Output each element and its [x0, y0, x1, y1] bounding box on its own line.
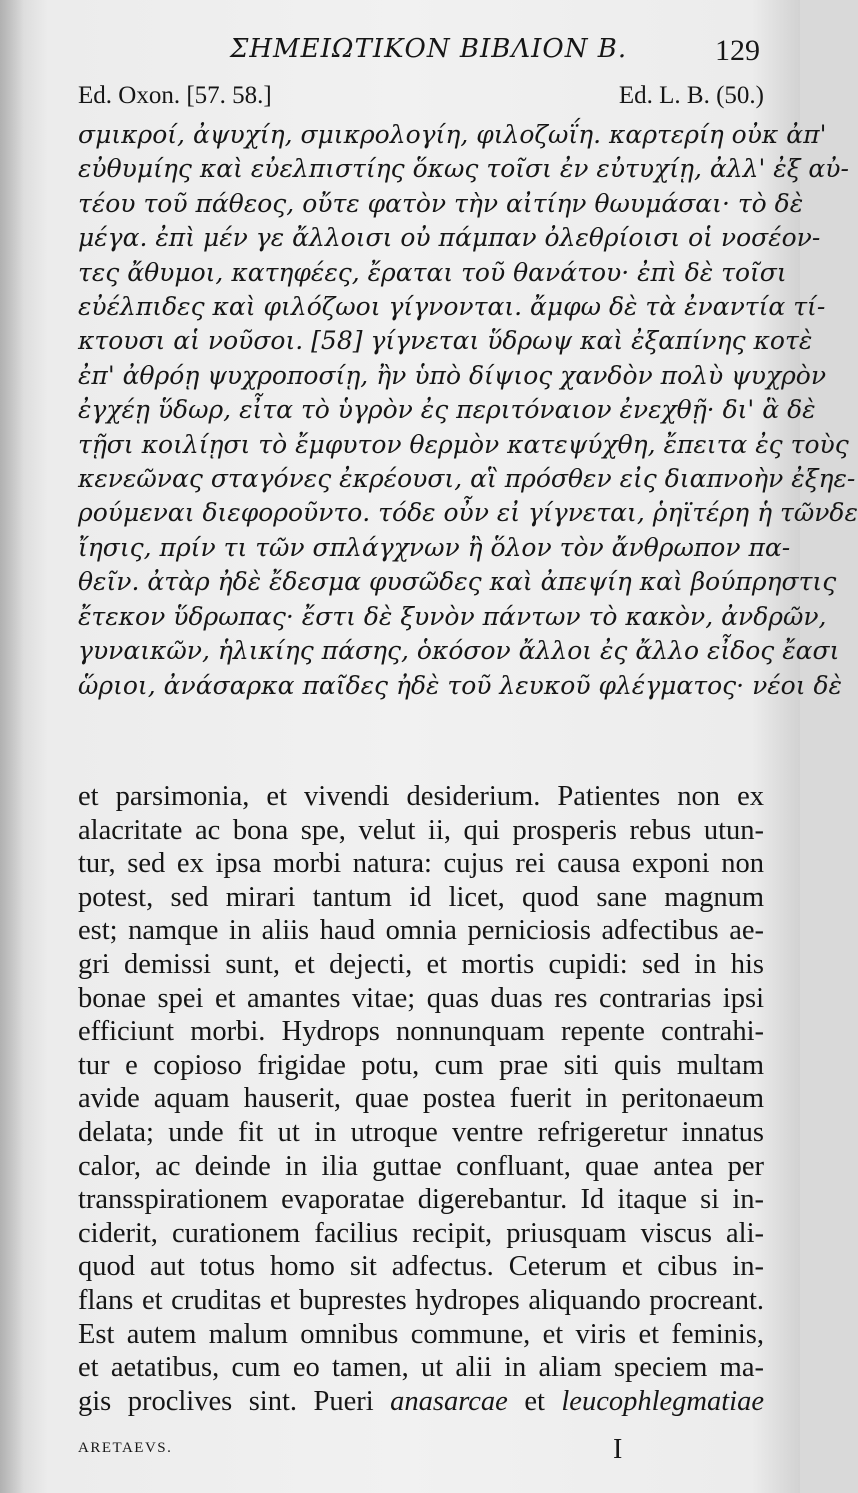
edition-references [78, 82, 764, 116]
greek-line: τέου τοῦ πάθεος, οὔτε φατὸν τὴν αἰτίην θωυμάσαι· τὸ δὲ [78, 188, 804, 218]
page-header [80, 30, 760, 76]
greek-line: κτουσι αἱ νοῦσοι. [58] γίγνεται ὕδρωψ καὶ ἐξαπίνης κοτὲ [78, 326, 813, 356]
latin-line: bonae spei et amantes vitae; quas duas res contrarias ipsi [78, 982, 764, 1014]
printer-signature: ARETAEVS. [78, 1440, 173, 1456]
greek-line: τῇσι κοιλίῃσι τὸ ἔμφυτον θερμὸν κατεψύχθη, ἔπειτα ἐς τοὺς [78, 429, 849, 459]
greek-line: τες ἄθυμοι, κατηφέες, ἔραται τοῦ θανάτου· ἐπὶ δὲ τοῖσι [78, 257, 787, 287]
latin-line: gri demissi sunt, et dejecti, et mortis cupidi: sed in his [78, 948, 764, 980]
italic-term-anasarcae: anasarcae [390, 1385, 508, 1417]
greek-line: σμικροί, ἀψυχίη, σμικρολογίη, φιλοζωΐη. καρτερίη οὐκ ἀπ' [78, 120, 827, 149]
greek-line: γυναικῶν, ἡλικίης πάσης, ὁκόσον ἄλλοι ἐς ἄλλο εἶδος ἔασι [78, 636, 840, 666]
latin-line: flans et cruditas et buprestes hydropes aliquando procreant. [78, 1284, 764, 1316]
latin-line: alacritate ac bona spe, velut ii, qui prosperis rebus utun- [78, 814, 764, 846]
latin-text-run: gis proclives sint. Pueri [78, 1385, 391, 1417]
latin-line: et parsimonia, et vivendi desiderium. Patientes non ex [78, 781, 764, 812]
page-footer [78, 1436, 764, 1470]
greek-line: ὥριοι, ἀνάσαρκα παῖδες ἠδὲ τοῦ λευκοῦ φλέγματος· νέοι δὲ [78, 670, 842, 700]
edition-oxford-ref: Ed. Oxon. [57. 58.] [78, 82, 272, 109]
greek-line: ἴησις, πρίν τι τῶν σπλάγχνων ἢ ὅλον τὸν ἄνθρωπον πα- [78, 532, 791, 562]
latin-line: avide aquam hauserit, quae postea fuerit in peritonaeum [78, 1083, 764, 1115]
latin-line: efficiunt morbi. Hydrops nonnunquam repente contrahi- [78, 1016, 764, 1048]
latin-text-block [78, 780, 764, 1418]
latin-line: ciderit, curationem facilius recipit, priusquam viscus ali- [78, 1217, 764, 1249]
latin-line: tur e copioso frigidae potu, cum prae siti quis multam [78, 1049, 764, 1081]
greek-line: ρούμεναι διεφοροῦντο. τόδε οὖν εἰ γίγνεται, ῥηϊτέρη ἡ τῶνδε [78, 498, 858, 528]
gutter-shadow [0, 0, 24, 1493]
greek-line: κενεῶνας σταγόνες ἐκρέουσι, αἳ πρόσθεν εἰς διαπνοὴν ἐξηε- [78, 464, 856, 494]
latin-line-last [78, 1385, 764, 1419]
greek-line: θεῖν. ἀτὰρ ἠδὲ ἔδεσμα φυσῶδες καὶ ἀπεψίη καὶ βούπρηστις [78, 567, 837, 597]
latin-line: et aetatibus, cum eo tamen, ut alii in aliam speciem ma- [78, 1352, 764, 1384]
latin-line: delata; unde fit ut in utroque ventre refrigeretur innatus [78, 1116, 764, 1148]
greek-line: ἐπ' ἀθρόῃ ψυχροποσίῃ, ἢν ὑπὸ δίψιος χανδὸν πολὺ ψυχρὸν [78, 360, 827, 390]
edition-lb-ref: Ed. L. B. (50.) [618, 82, 764, 109]
running-title: ΣΗΜΕΙΩΤΙΚΟΝ ΒΙΒΛΙΟΝ Β. [230, 34, 628, 64]
page-number: 129 [715, 34, 760, 67]
latin-line: Est autem malum omnibus commune, et viris et feminis, [78, 1318, 764, 1350]
sheet-mark: I [613, 1434, 623, 1465]
greek-line: ἔτεκον ὕδρωπας· ἔστι δὲ ξυνὸν πάντων τὸ κακὸν, ἀνδρῶν, [78, 601, 827, 631]
italic-term-leucophlegmatiae: leucophlegmatiae [561, 1385, 764, 1417]
greek-line: εὐθυμίης καὶ εὐελπιστίης ὅκως τοῖσι ἐν εὐτυχίῃ, ἀλλ' ἐξ αὐ- [78, 154, 849, 184]
latin-text-run: et [507, 1385, 562, 1417]
latin-line: calor, ac deinde in ilia guttae confluant, quae antea per [78, 1150, 764, 1182]
latin-line: transspirationem evaporatae digerebantur. Id itaque si in- [78, 1184, 764, 1216]
latin-line: potest, sed mirari tantum id licet, quod sane magnum [78, 881, 764, 913]
greek-line: εὐέλπιδες καὶ φιλόζωοι γίγνονται. ἄμφω δὲ τὰ ἐναντία τί- [78, 292, 826, 322]
latin-line: quod aut totus homo sit adfectus. Ceterum et cibus in- [78, 1251, 764, 1283]
greek-line: ἐγχέῃ ὕδωρ, εἶτα τὸ ὑγρὸν ἐς περιτόναιον ἐνεχθῇ· δι' ἃ δὲ [78, 395, 816, 425]
latin-line: est; namque in aliis haud omnia perniciosis adfectibus ae- [78, 915, 764, 947]
greek-line: μέγα. ἐπὶ μέν γε ἄλλοισι οὐ πάμπαν ὀλεθρίοισι οἱ νοσέον- [78, 223, 821, 253]
latin-line: tur, sed ex ipsa morbi natura: cujus rei causa exponi non [78, 848, 764, 880]
greek-text-block [78, 118, 858, 703]
